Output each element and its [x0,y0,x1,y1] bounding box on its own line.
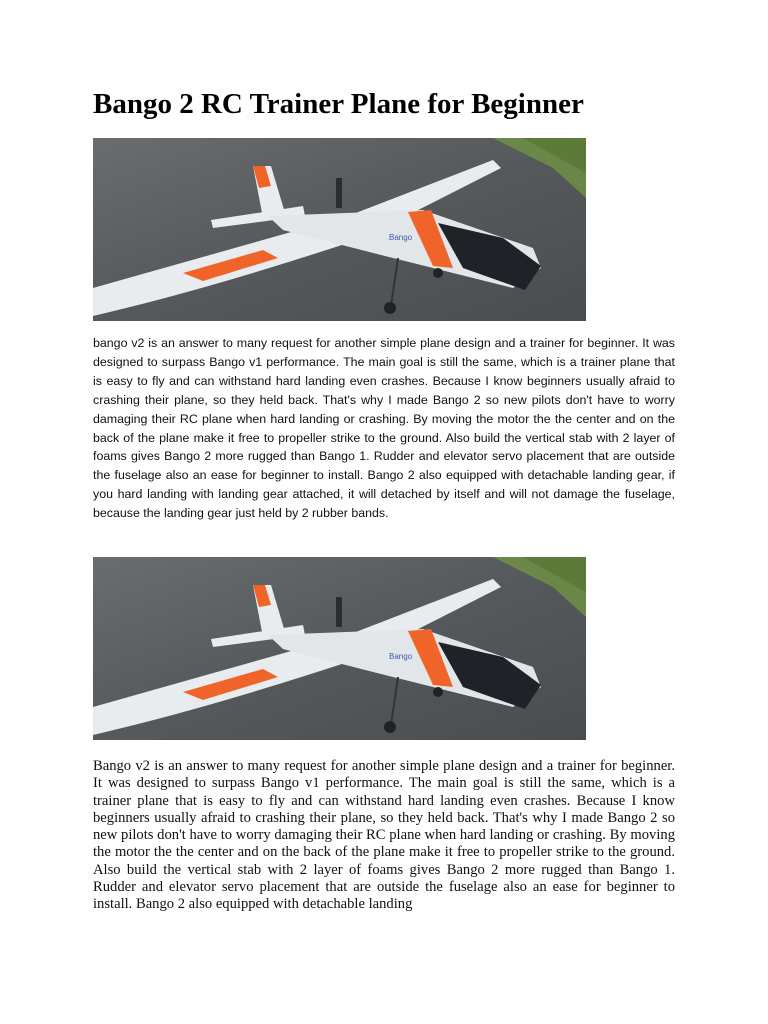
paragraph-sans: bango v2 is an answer to many request for another simple plane design and a trainer for beginner. It was designed to surpass Bango v1 performance. The main goal is still the same, which is a trainer plane that is easy to fly and can withstand hard landing even crashes. Because I know beginners usually afraid to crashing their plane, so they held back. That's why I made Bango 2 so new pilots don't have to worry damaging their RC plane when hard landing or crashing. By moving the motor the the center and on the back of the plane make it free to propeller strike to the ground. Also build the vertical stab with 2 layer of foams gives Bango 2 more rugged than Bango 1. Rudder and elevator servo placement that are outside the fuselage also an ease for beginner to install. Bango 2 also equipped with detachable landing gear, if you hard landing with landing gear attached, it will detached by itself and will not damage the fuselage, because the landing gear just held by 2 rubber bands. [93,336,675,521]
fuselage-decal: Bango [389,652,413,661]
plane-illustration [93,138,586,321]
plane-photo [93,557,586,740]
fuselage-decal: Bango [389,233,413,242]
page-title: Bango 2 RC Trainer Plane for Beginner [93,88,584,120]
plane-photo [93,138,586,321]
plane-illustration [93,557,586,740]
paragraph-serif: Bango v2 is an answer to many request for another simple plane design and a trainer for beginner. It was designed to surpass Bango v1 performance. The main goal is still the same, which is a trainer plane that is easy to fly and can withstand hard landing even crashes. Because I know beginners usually afraid to crashing their plane, so they held back. That's why I made Bango 2 so new pilots don't have to worry damaging their RC plane when hard landing or crashing. By moving the motor the the center and on the back of the plane make it free to propeller strike to the ground. Also build the vertical stab with 2 layer of foams gives Bango 2 more rugged than Bango 1. Rudder and elevator servo placement that are outside the fuselage also an ease for beginner to install. Bango 2 also equipped with detachable landing [93,758,675,913]
